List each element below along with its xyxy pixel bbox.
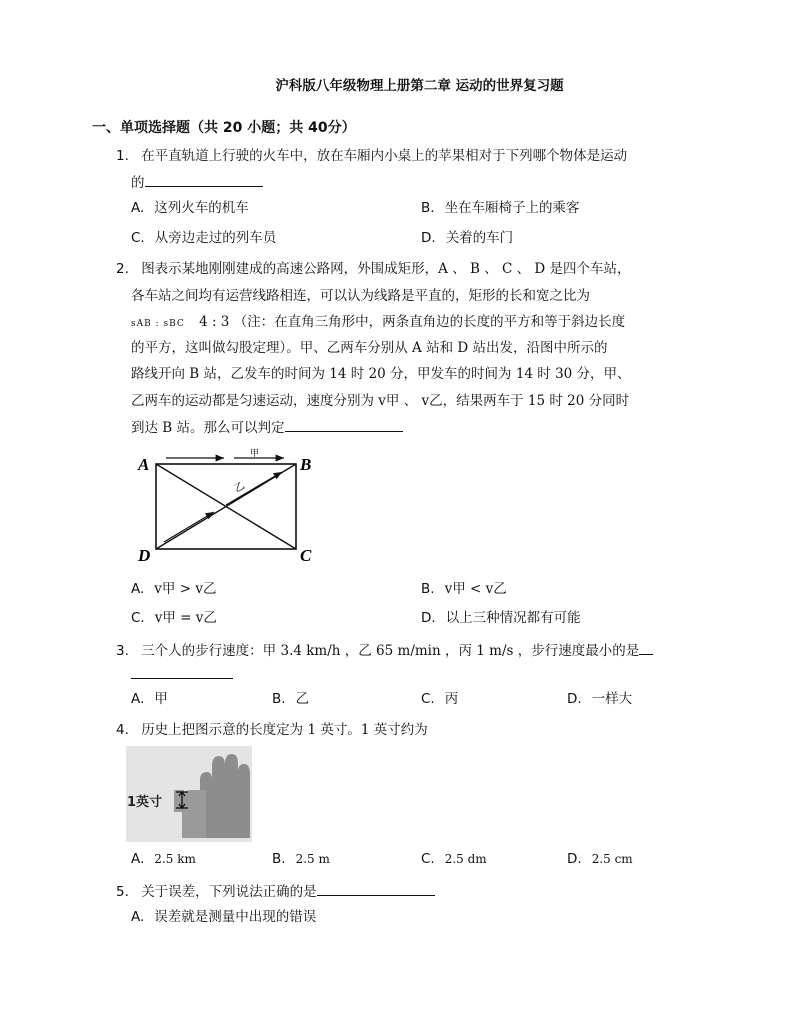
q2-text: 图表示某地刚刚建成的高速公路网，外围成矩形，A 、 B 、 C 、 D 是四个车站，	[141, 261, 631, 277]
q2-option-b[interactable]: B. v甲 < v乙	[421, 581, 507, 597]
q2-line6: 乙两车的运动都是匀速运动，速度分别为 v甲 、 v乙，结果两车于 15 时 20 分同时	[131, 393, 630, 409]
q5-answer-blank[interactable]	[317, 881, 435, 896]
q3-option-c[interactable]: C. 丙	[421, 691, 459, 707]
corner-label-b: B	[300, 455, 312, 474]
q4-option-d[interactable]: D. 2.5 cm	[567, 851, 633, 867]
q5-option-a[interactable]: A. 误差就是测量中出现的错误	[131, 909, 317, 925]
q4-line1	[116, 720, 428, 740]
q3-option-a[interactable]: A. 甲	[131, 691, 168, 707]
label-jia: 甲	[250, 449, 260, 459]
q1-number: 1.	[116, 148, 129, 164]
q1-text-cont: 的	[131, 175, 145, 191]
yi-arrow-1	[164, 512, 214, 542]
q2-line1	[116, 259, 631, 279]
q1-option-d[interactable]: D. 关着的车门	[421, 230, 514, 246]
highway-rectangle-diagram	[134, 447, 324, 567]
q2-text-line3: 4 : 3 （注：在直角三角形中，两条直角边的长度的平方和等于斜边长度	[199, 314, 626, 330]
q4-option-a[interactable]: A. 2.5 km	[131, 851, 196, 867]
q2-number: 2.	[116, 261, 129, 277]
q2-text-line7: 到达 B 站。那么可以判定	[131, 420, 285, 436]
q1-option-a[interactable]: A. 这列火车的机车	[131, 200, 249, 216]
corner-label-a: A	[138, 455, 150, 474]
hand-illustration	[126, 746, 252, 842]
q3-line1	[116, 640, 653, 661]
q2-line7	[131, 417, 403, 438]
q3-option-b[interactable]: B. 乙	[272, 691, 310, 707]
q1-option-b[interactable]: B. 坐在车厢椅子上的乘客	[421, 200, 580, 216]
q5-line1	[116, 881, 435, 902]
q2-ratio-symbol: sAB : sBC	[131, 319, 185, 329]
q2-option-d[interactable]: D. 以上三种情况都有可能	[421, 610, 581, 626]
label-yi: 乙	[232, 480, 247, 496]
q1-text: 在平直轨道上行驶的火车中，放在车厢内小桌上的苹果相对于下列哪个物体是运动	[141, 148, 628, 164]
q5-number: 5.	[116, 884, 129, 900]
corner-label-c: C	[300, 546, 312, 565]
q3-text: 三个人的步行速度：甲 3.4 km/h ，乙 65 m/min ，丙 1 m/s ，步行速度最小的是	[141, 643, 640, 659]
corner-label-d: D	[138, 546, 151, 565]
q2-option-a[interactable]: A. v甲 > v乙	[131, 581, 217, 597]
section-heading: 一、单项选择题（共 20 小题；共 40分）	[92, 120, 356, 136]
q3-number: 3.	[116, 643, 129, 659]
page-title: 沪科版八年级物理上册第二章 运动的世界复习题	[275, 78, 564, 94]
q1-answer-blank[interactable]	[145, 172, 263, 187]
q2-line4: 的平方，这叫做勾股定理）。甲、乙两车分别从 A 站和 D 站出发，沿图中所示的	[131, 340, 608, 356]
q3-line2	[131, 664, 233, 685]
q4-option-b[interactable]: B. 2.5 m	[272, 851, 330, 867]
q4-option-c[interactable]: C. 2.5 dm	[421, 851, 487, 867]
q4-text: 历史上把图示意的长度定为 1 英寸。1 英寸约为	[141, 722, 428, 738]
q2-line5: 路线开向 B 站，乙发车的时间为 14 时 20 分，甲发车的时间为 14 时 30 分，甲、	[131, 366, 631, 382]
q3-answer-blank[interactable]	[131, 664, 233, 679]
thumb-width-photo	[126, 746, 252, 842]
q2-line3	[131, 312, 625, 334]
q3-option-d[interactable]: D. 一样大	[567, 691, 633, 707]
inch-label: 1英寸	[127, 795, 163, 810]
q1-option-c[interactable]: C. 从旁边走过的列车员	[131, 230, 277, 246]
q1-line2	[131, 172, 263, 193]
q2-answer-blank[interactable]	[285, 417, 403, 432]
q4-number: 4.	[116, 722, 129, 738]
q5-text: 关于误差，下列说法正确的是	[141, 884, 317, 900]
q1-line1	[116, 146, 627, 166]
q2-option-c[interactable]: C. v甲 = v乙	[131, 610, 217, 626]
q2-line2: 各车站之间均有运营线路相连，可以认为线路是平直的，矩形的长和宽之比为	[131, 288, 590, 304]
